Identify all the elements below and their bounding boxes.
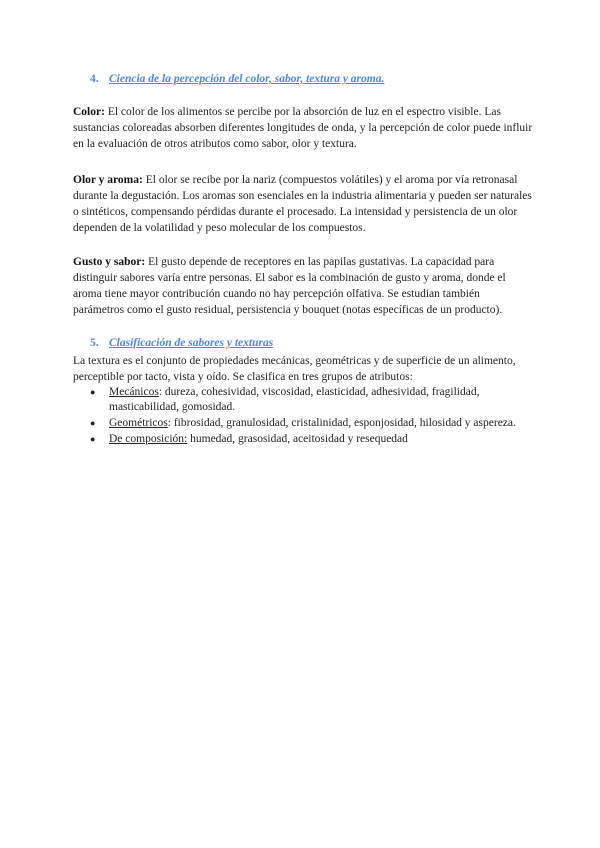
geometricos-label: Geométricos — [109, 417, 168, 429]
olor-label: Olor y aroma: — [73, 174, 143, 186]
gusto-paragraph — [73, 254, 533, 318]
color-paragraph — [73, 104, 533, 152]
geometricos-text: : fibrosidad, granulosidad, cristalinidad, esponjosidad, hilosidad y aspereza. — [167, 417, 516, 429]
bullet-icon: ● — [90, 387, 96, 397]
mecanicos-text: : dureza, cohesividad, viscosidad, elasticidad, adhesividad, fragilidad, masticabilidad, gomosidad. — [109, 386, 480, 413]
list-item — [73, 432, 533, 447]
olor-paragraph — [73, 172, 533, 236]
composicion-label: De composición: — [109, 433, 188, 445]
list-item — [73, 416, 533, 431]
textura-paragraph — [73, 353, 533, 385]
section-5-number: 5. — [90, 337, 99, 349]
olor-text: El olor se recibe por la nariz (compuestos volátiles) y el aroma por vía retronasal durante la degustación. Los aromas son esenciales en la industria alimentaria y pueden ser naturales o sintéticos, compensando pérdidas durante el procesado. La intensidad y persistencia de un olor dependen de la volatilidad y peso molecular de los compuestos. — [73, 174, 532, 234]
color-text: El color de los alimentos se percibe por la absorción de luz en el espectro visible. Las sustancias coloreadas absorben diferentes longitudes de onda, y la percepción de color puede influir en la evaluación de otros atributos como sabor, olor y textura. — [73, 106, 533, 150]
gusto-text: El gusto depende de receptores en las papilas gustativas. La capacidad para distinguir sabores varía entre personas. El sabor es la combinación de gusto y aroma, donde el aroma tiene mayor contribución cuando no hay percepción olfativa. Se estudian también parámetros como el gusto residual, persistencia y bouquet (notas específicas de un producto). — [73, 256, 506, 316]
texture-attributes-list — [73, 385, 533, 448]
section-4-heading — [90, 73, 384, 85]
gusto-label: Gusto y sabor: — [73, 256, 146, 268]
section-4-title: Ciencia de la percepción del color, sabor, textura y aroma. — [109, 73, 385, 85]
textura-text: La textura es el conjunto de propiedades mecánicas, geométricas y de superficie de un alimento, perceptible por tacto, vista y oído. Se clasifica en tres grupos de atributos: — [73, 355, 516, 383]
composicion-text: humedad, grasosidad, aceitosidad y resequedad — [187, 433, 408, 445]
section-5-heading — [90, 337, 273, 349]
mecanicos-label: Mecánicos — [109, 386, 159, 398]
section-5-title: Clasificación de sabores y texturas — [109, 337, 274, 349]
bullet-icon: ● — [90, 434, 96, 444]
bullet-icon: ● — [90, 418, 96, 428]
section-4-number: 4. — [90, 73, 99, 85]
list-item — [73, 385, 533, 415]
color-label: Color: — [73, 106, 105, 118]
